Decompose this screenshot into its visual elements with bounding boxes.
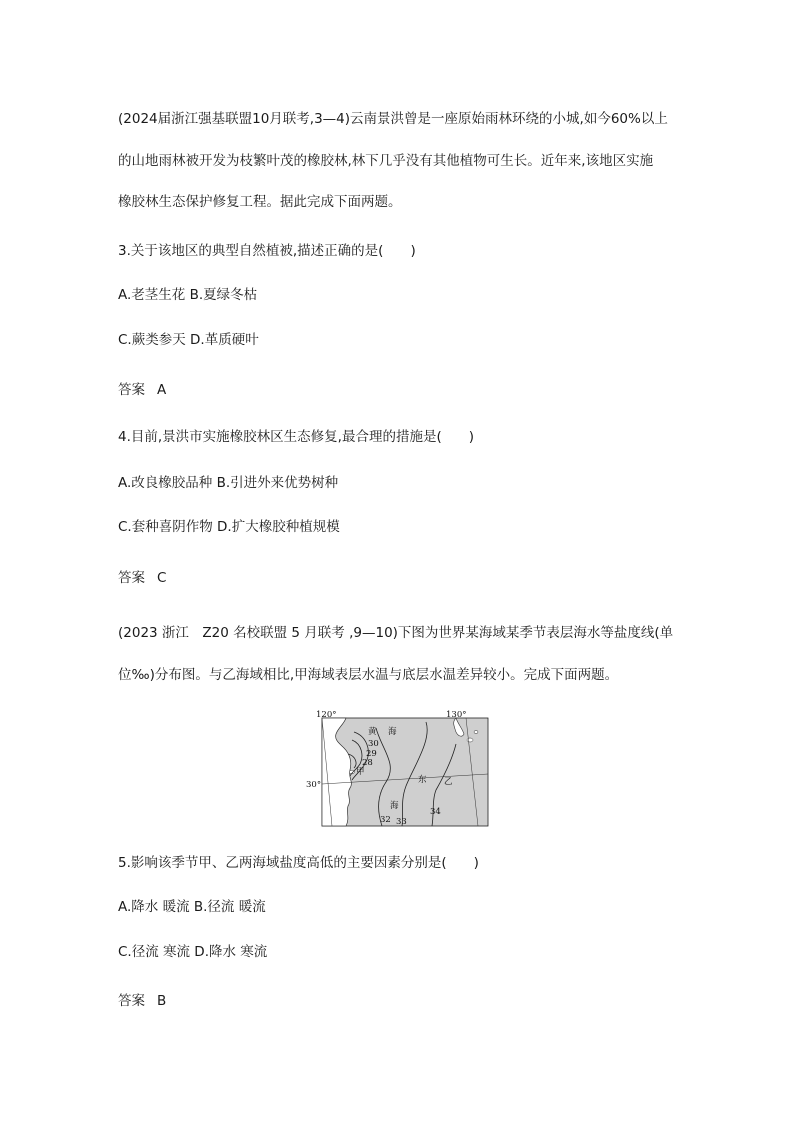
q5-options-cd: C.径流 寒流 D.降水 寒流 xyxy=(118,944,268,960)
sea-label-dong: 东 xyxy=(418,775,427,785)
iso-value-32: 32 xyxy=(380,815,391,825)
island xyxy=(467,738,473,742)
iso-value-28: 28 xyxy=(362,758,373,768)
iso-value-29: 29 xyxy=(366,749,377,759)
intro1-line3: 橡胶林生态保护修复工程。据此完成下面两题。 xyxy=(118,194,402,210)
sea-label-huang: 黄 xyxy=(368,727,377,737)
region-label-jia: 甲 xyxy=(356,767,365,777)
region-label-yi: 乙 xyxy=(444,777,453,787)
intro1-line2: 的山地雨林被开发为枝繁叶茂的橡胶林,林下几乎没有其他植物可生长。近年来,该地区实施 xyxy=(118,153,654,169)
island xyxy=(474,731,478,734)
q5-options-ab: A.降水 暖流 B.径流 暖流 xyxy=(118,899,266,915)
iso-value-33: 33 xyxy=(396,817,407,827)
answer-value: C xyxy=(157,570,167,586)
q4-options-ab: A.改良橡胶品种 B.引进外来优势树种 xyxy=(118,475,339,491)
iso-value-34: 34 xyxy=(430,807,441,817)
q3-options-cd: C.蕨类参天 D.革质硬叶 xyxy=(118,332,259,348)
q4-stem: 4.目前,景洪市实施橡胶林区生态修复,最合理的措施是( ) xyxy=(118,429,474,445)
answer-label: 答案 xyxy=(118,570,145,586)
q3-options-ab: A.老茎生花 B.夏绿冬枯 xyxy=(118,287,258,303)
iso-value-30: 30 xyxy=(368,739,379,749)
q3-stem: 3.关于该地区的典型自然植被,描述正确的是( ) xyxy=(118,243,416,259)
sea-label-hai-2: 海 xyxy=(390,801,399,811)
answer-value: A xyxy=(157,382,167,398)
q5-stem: 5.影响该季节甲、乙两海域盐度高低的主要因素分别是( ) xyxy=(118,855,479,871)
q3-answer-row xyxy=(118,381,166,399)
salinity-isoline-map xyxy=(306,710,492,830)
q5-answer-row xyxy=(118,992,166,1010)
q4-answer-row xyxy=(118,569,166,587)
sea-label-hai-1: 海 xyxy=(388,727,397,737)
answer-label: 答案 xyxy=(118,993,145,1009)
lat-30-label: 30° xyxy=(306,780,322,790)
intro2-line1: (2023 浙江 Z20 名校联盟 5 月联考 ,9—10)下图为世界某海域某季节表层海水等盐度线(单 xyxy=(118,625,674,641)
q4-options-cd: C.套种喜阴作物 D.扩大橡胶种植规模 xyxy=(118,519,340,535)
answer-value: B xyxy=(157,993,167,1009)
intro2-line2: 位‰)分布图。与乙海域相比,甲海域表层水温与底层水温差异较小。完成下面两题。 xyxy=(118,667,619,683)
answer-label: 答案 xyxy=(118,382,145,398)
lon-130-label: 130° xyxy=(446,710,467,720)
intro1-line1: (2024届浙江强基联盟10月联考,3—4)云南景洪曾是一座原始雨林环绕的小城,如今60%以上 xyxy=(118,111,668,127)
lon-120-label: 120° xyxy=(316,710,337,720)
